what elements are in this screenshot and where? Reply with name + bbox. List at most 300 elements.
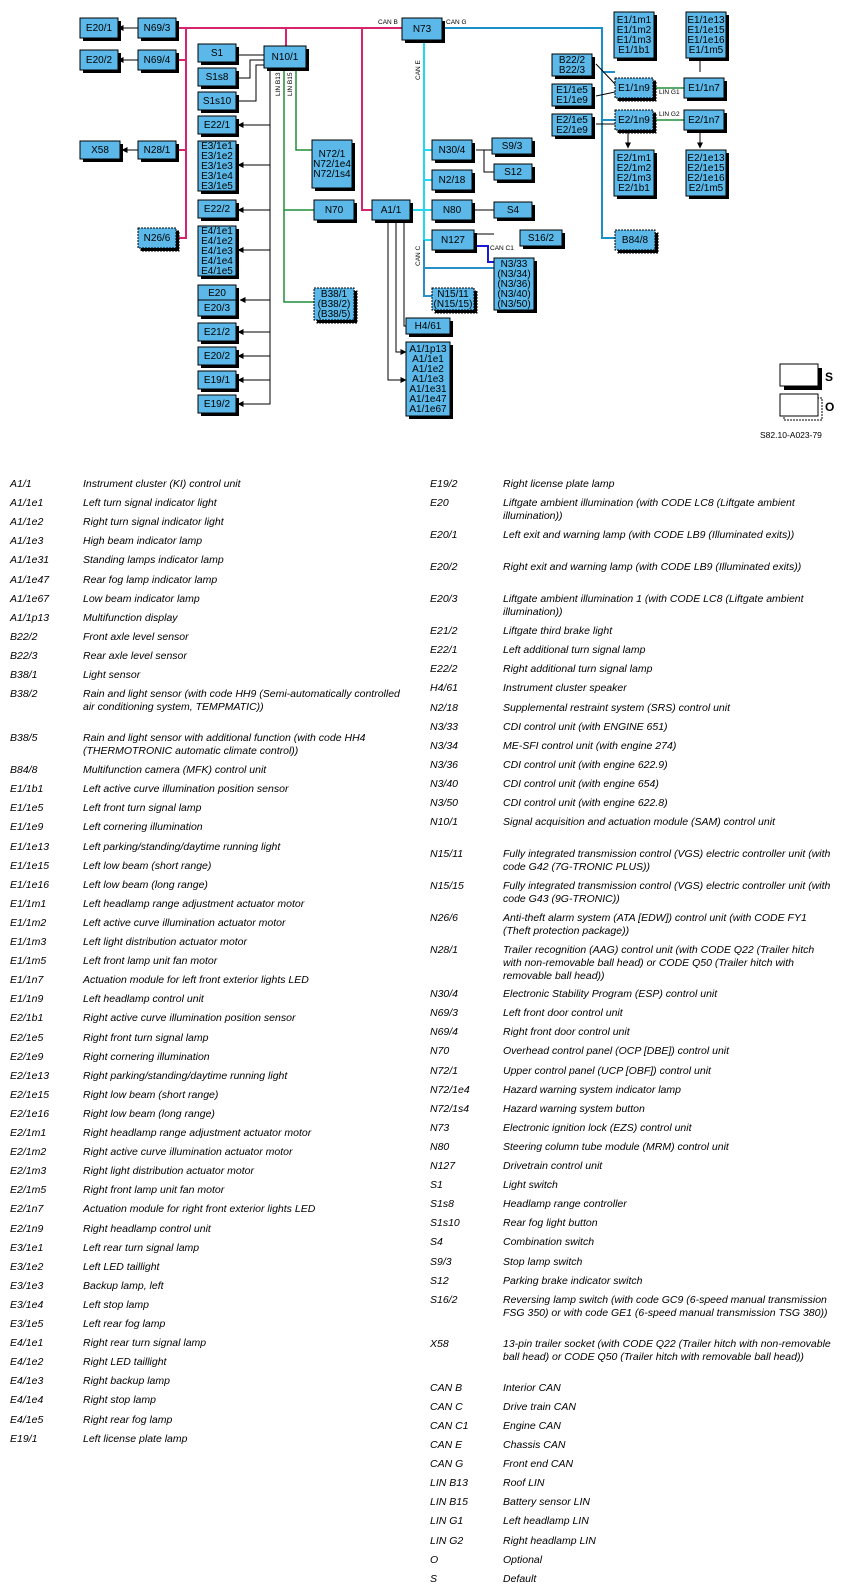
legend-code: S12 — [430, 1274, 449, 1287]
legend-code: N72/1e4 — [430, 1083, 470, 1096]
legend-description: Right rear fog lamp — [83, 1413, 173, 1426]
component-label: X58 — [91, 145, 109, 156]
legend-code: A1/1e47 — [10, 573, 50, 586]
legend-description: Right active curve illumination actuator motor — [83, 1146, 293, 1159]
legend-description: Right front turn signal lamp — [83, 1031, 209, 1044]
legend-description: Left rear fog lamp — [83, 1318, 166, 1330]
legend-code: E1/1e5 — [10, 802, 44, 815]
component-label: E22/2 — [203, 204, 231, 215]
legend-code: E22/1 — [430, 644, 458, 657]
legend-code: E3/1e1 — [10, 1241, 44, 1254]
legend-description: Right turn signal indicator light — [83, 516, 224, 529]
legend-description: Actuation module for left front exterior lights LED — [83, 974, 309, 987]
legend-description: High beam indicator lamp — [83, 535, 203, 548]
legend-description: Engine CAN — [503, 1419, 561, 1432]
component-label: E20 — [208, 288, 226, 299]
component-label: E1/1e16 — [687, 35, 725, 46]
component-b38 — [314, 288, 357, 323]
legend-code: S16/2 — [430, 1293, 458, 1306]
component-s9-3 — [492, 138, 535, 157]
legend-description: Rain and light sensor (with code HH9 (Semi-automatically controlled air conditioning system, TEMPMATIC)) — [83, 688, 400, 714]
legend-code: LIN B15 — [430, 1496, 468, 1509]
legend-code: N26/6 — [430, 912, 459, 925]
component-label: E20/1 — [85, 23, 113, 34]
legend-code: S1s8 — [430, 1198, 454, 1211]
component-label: A1/1e67 — [409, 404, 447, 415]
component-e1-1n7 — [684, 78, 727, 101]
legend-description: Drivetrain control unit — [503, 1160, 603, 1172]
legend-description: Hazard warning system indicator lamp — [503, 1083, 681, 1096]
legend-code: A1/1e2 — [10, 516, 44, 529]
legend-description: Rain and light sensor with additional function (with code HH4 (THERMOTRONIC automatic climate control)) — [83, 732, 366, 758]
component-label: N73 — [412, 24, 432, 35]
legend-description: Multifunction display — [83, 611, 178, 624]
legend-description: Right parking/standing/daytime running light — [83, 1069, 288, 1082]
component-n3 — [494, 258, 537, 313]
component-label: N2/18 — [438, 175, 466, 186]
component-label: (N15/15) — [433, 299, 473, 310]
legend-description: Anti-theft alarm system (ATA [EDW]) control unit (with CODE FY1 (Theft protection package)) — [503, 912, 807, 938]
legend-description: Front axle level sensor — [83, 630, 189, 643]
legend-code: LIN G2 — [430, 1534, 464, 1547]
component-label: E20/2 — [85, 55, 113, 66]
label-can-b: CAN B — [378, 19, 398, 26]
component-label: (N3/50) — [497, 299, 531, 310]
component-label: E4/1e4 — [201, 256, 233, 267]
legend-description: Rear fog lamp indicator lamp — [83, 573, 218, 586]
legend-code: N3/50 — [430, 797, 459, 809]
legend-code: CAN B — [430, 1381, 463, 1394]
legend-code: E3/1e4 — [10, 1298, 44, 1311]
component-n72 — [312, 140, 355, 191]
component-label: (N3/40) — [497, 289, 531, 300]
legend-code: E2/1e9 — [10, 1050, 44, 1063]
component-label: A1/1e2 — [412, 364, 444, 375]
legend-description: Light switch — [503, 1179, 558, 1192]
legend-description: Instrument cluster (KI) control unit — [83, 478, 241, 490]
legend-description: Right headlamp control unit — [83, 1222, 211, 1235]
legend-description: Left headlamp LIN — [503, 1515, 589, 1528]
component-label: B38/1 — [320, 289, 348, 300]
legend-description: Headlamp range controller — [503, 1198, 627, 1211]
legend-description: Roof LIN — [503, 1477, 545, 1490]
component-label: N3/33 — [500, 259, 528, 270]
legend-code: N10/1 — [430, 816, 459, 829]
component-e3 — [198, 141, 239, 194]
legend-description: Electronic Stability Program (ESP) control unit — [503, 988, 718, 1001]
component-b84-8 — [615, 230, 658, 253]
legend-code: E2/1e15 — [10, 1088, 50, 1101]
component-label: E3/1e2 — [201, 151, 233, 162]
legend-description: Left additional turn signal lamp — [503, 644, 646, 657]
component-e2-1n7 — [684, 110, 727, 133]
legend-code: S4 — [430, 1236, 443, 1249]
component-label: N72/1s4 — [313, 169, 351, 180]
legend-code: E4/1e5 — [10, 1413, 44, 1426]
legend-code: N73 — [430, 1121, 450, 1134]
legend-code: N69/3 — [430, 1007, 459, 1020]
component-n30-4 — [432, 140, 475, 163]
legend-description: Multifunction camera (MFK) control unit — [83, 764, 267, 777]
legend-description: Backup lamp, left — [83, 1279, 164, 1292]
component-s4 — [494, 202, 535, 221]
component-h4-61 — [406, 318, 453, 337]
legend-description: Light sensor — [83, 669, 141, 681]
component-label: E1/1b1 — [618, 45, 650, 56]
label-lin-g2: LIN G2 — [659, 111, 680, 118]
legend-code: A1/1e67 — [10, 592, 50, 605]
component-label: S9/3 — [501, 141, 523, 152]
svg-text:S: S — [825, 370, 834, 384]
legend-description: Steering column tube module (MRM) control unit — [503, 1140, 729, 1153]
legend-description: Right headlamp range adjustment actuator motor — [83, 1127, 312, 1139]
legend-description: Left active curve illumination position sensor — [83, 783, 289, 796]
legend-code: CAN C1 — [430, 1419, 469, 1432]
label-lin-b15: LIN B15 — [287, 72, 294, 96]
legend-description: Fully integrated transmission control (VGS) electric controller unit (with code G42 (7G-TRONIC PLUS)) — [503, 848, 831, 874]
legend-code: E2/1e16 — [10, 1107, 50, 1120]
component-n73 — [402, 18, 445, 43]
component-label: E1/1m5 — [688, 45, 724, 56]
component-label: A1/1e31 — [409, 384, 447, 395]
component-label: E20/3 — [203, 303, 231, 314]
legend-description: Instrument cluster speaker — [503, 682, 627, 695]
legend-description: Liftgate third brake light — [503, 625, 613, 638]
legend-code: A1/1e31 — [10, 554, 50, 567]
legend-description: Right front door control unit — [503, 1026, 630, 1039]
legend-description: Front end CAN — [503, 1458, 574, 1471]
component-label: S1 — [210, 48, 224, 59]
legend-code: N3/36 — [430, 758, 459, 771]
legend-code: A1/1p13 — [10, 611, 50, 624]
legend-code: N80 — [430, 1140, 450, 1153]
component-n80 — [432, 200, 475, 223]
component-label: S1s8 — [205, 72, 229, 83]
component-label: H4/61 — [414, 321, 442, 332]
legend-description: Left rear turn signal lamp — [83, 1241, 200, 1254]
legend-code: E2/1m5 — [10, 1184, 47, 1197]
legend-description: Right active curve illumination position sensor — [83, 1012, 296, 1025]
legend-optional — [780, 394, 834, 420]
legend-description: Signal acquisition and actuation module (SAM) control unit — [503, 816, 775, 829]
component-n2-18 — [432, 170, 475, 193]
legend-code: N30/4 — [430, 988, 459, 1001]
legend-description: Overhead control panel (OCP [DBE]) control unit — [503, 1045, 730, 1058]
legend-description: Left headlamp control unit — [83, 993, 204, 1006]
legend-code: B38/5 — [10, 732, 38, 745]
legend-description: Left low beam (short range) — [83, 859, 212, 872]
legend-code: B38/1 — [10, 669, 38, 681]
legend-description: Left parking/standing/daytime running light — [83, 840, 281, 853]
component-label: N69/4 — [143, 55, 171, 66]
legend-description: Combination switch — [503, 1236, 595, 1249]
legend-code: E1/1m1 — [10, 897, 47, 910]
component-label: N69/3 — [143, 23, 171, 34]
component-n69-3 — [138, 18, 179, 41]
component-e19-1 — [198, 371, 239, 392]
legend-description: Right stop lamp — [83, 1394, 156, 1407]
legend-code: N72/1 — [430, 1064, 459, 1077]
diagram-reference: S82.10-A023-79 — [760, 430, 822, 440]
legend-code: A1/1 — [10, 478, 32, 490]
component-label: E1/1e15 — [687, 25, 725, 36]
component-label: E1/1n9 — [618, 83, 650, 94]
component-n15 — [432, 288, 477, 313]
legend-code: N70 — [430, 1045, 450, 1058]
legend-description: Battery sensor LIN — [503, 1496, 590, 1509]
label-can-e: CAN E — [415, 60, 422, 80]
legend-code: E3/1e5 — [10, 1318, 44, 1330]
legend-code: N15/11 — [430, 848, 464, 861]
component-n10-1 — [264, 46, 309, 71]
label-can-c1: CAN C1 — [490, 245, 514, 252]
component-label: E2/1m1 — [616, 153, 652, 164]
legend-description: Interior CAN — [503, 1381, 561, 1394]
legend-description: Hazard warning system button — [503, 1102, 645, 1115]
component-label: E22/1 — [203, 120, 231, 131]
legend-description: Liftgate ambient illumination (with CODE LC8 (Liftgate ambient illumination)) — [503, 497, 795, 523]
legend-code: E1/1e9 — [10, 821, 44, 834]
legend-code: N69/4 — [430, 1026, 459, 1039]
legend-description: Optional — [503, 1553, 543, 1566]
component-label: A1/1e3 — [412, 374, 444, 385]
legend-description: Left low beam (long range) — [83, 878, 208, 891]
component-label: E1/1n7 — [688, 83, 720, 94]
component-label: (B38/2) — [317, 299, 351, 310]
legend-description: Right license plate lamp — [503, 478, 615, 490]
legend-code: S1s10 — [430, 1217, 460, 1230]
legend-code: CAN C — [430, 1400, 463, 1413]
legend-code: E1/1m2 — [10, 916, 47, 929]
component-label: N28/1 — [143, 145, 171, 156]
legend-code: E20/2 — [430, 561, 458, 574]
component-e1-1e5 — [552, 84, 595, 109]
legend-description: Electronic ignition lock (EZS) control unit — [503, 1121, 692, 1134]
component-e2-1m — [614, 150, 657, 199]
component-n28-1 — [138, 141, 179, 162]
component-e21-2 — [198, 323, 239, 344]
legend-code: E1/1e15 — [10, 859, 50, 872]
legend-code: E2/1e13 — [10, 1069, 50, 1082]
component-label: E2/1e9 — [556, 125, 588, 136]
legend-description: Right LED taillight — [83, 1356, 167, 1369]
legend-code: X58 — [430, 1337, 449, 1350]
legend-code: E2/1e5 — [10, 1031, 44, 1044]
component-label: E2/1e16 — [687, 173, 725, 184]
legend-code: S — [430, 1572, 438, 1585]
legend-code: B84/8 — [10, 764, 38, 777]
legend-description: Left front door control unit — [503, 1007, 623, 1020]
component-label: E3/1e3 — [201, 161, 233, 172]
component-s12 — [494, 164, 535, 183]
legend-description: Stop lamp switch — [503, 1255, 583, 1268]
legend-description: Rear fog light button — [503, 1217, 598, 1230]
component-label: E2/1m5 — [688, 183, 724, 194]
legend-code: LIN G1 — [430, 1515, 464, 1528]
component-e1-1n9 — [615, 78, 656, 101]
legend-code: E2/1m2 — [10, 1146, 47, 1159]
legend-description: Parking brake indicator switch — [503, 1274, 643, 1287]
legend-code: O — [430, 1553, 439, 1566]
component-label: E1/1m2 — [616, 25, 652, 36]
legend-description: Right low beam (short range) — [83, 1088, 219, 1101]
legend-code: E19/2 — [430, 478, 458, 490]
component-label: N10/1 — [271, 52, 299, 63]
legend-code: N72/1s4 — [430, 1102, 470, 1115]
legend-description: 13-pin trailer socket (with CODE Q22 (Trailer hitch with non-removable ball head) or CODE Q50 (Trailer hitch with removable ball head)) — [503, 1337, 831, 1363]
component-label: B22/2 — [558, 55, 586, 66]
legend-description: Left front turn signal lamp — [83, 802, 202, 815]
legend-code: E2/1b1 — [10, 1012, 44, 1025]
legend-description: Right exit and warning lamp (with CODE LB9 (Illuminated exits)) — [503, 561, 802, 574]
component-label: E3/1e4 — [201, 171, 233, 182]
legend-description: Left exit and warning lamp (with CODE LB9 (Illuminated exits)) — [503, 529, 795, 542]
component-s1s8 — [198, 68, 239, 89]
legend-description: Liftgate ambient illumination 1 (with CODE LC8 (Liftgate ambient illumination)) — [503, 593, 804, 619]
legend-code: N2/18 — [430, 701, 459, 714]
component-label: E3/1e5 — [201, 181, 233, 192]
legend-code: E1/1n9 — [10, 993, 44, 1006]
legend-description: Left light distribution actuator motor — [83, 936, 248, 948]
component-label: E19/2 — [203, 399, 231, 410]
component-label: E1/1e13 — [687, 15, 725, 26]
legend-description: Trailer recognition (AAG) control unit (with CODE Q22 (Trailer hitch with non-removable ball head) or CODE Q50 (Trailer hitch with removable ball head)) — [503, 944, 815, 983]
component-label: S16/2 — [527, 233, 555, 244]
component-label: A1/1e1 — [412, 354, 444, 365]
legend-code: E4/1e3 — [10, 1375, 44, 1388]
legend-description: Left front lamp unit fan motor — [83, 955, 218, 968]
label-can-c: CAN C — [415, 245, 422, 266]
component-label: E2/1b1 — [618, 183, 650, 194]
component-label: B22/3 — [558, 65, 586, 76]
legend-code: E1/1e16 — [10, 878, 50, 891]
component-e1-1e — [686, 12, 729, 61]
legend-code: E3/1e2 — [10, 1260, 44, 1273]
legend-description: Left active curve illumination actuator motor — [83, 916, 286, 929]
legend-description: Standing lamps indicator lamp — [83, 554, 224, 567]
component-e20-2 — [80, 50, 121, 73]
component-label: E1/1e5 — [556, 85, 588, 96]
component-label: N72/1e4 — [313, 159, 351, 170]
component-n70 — [314, 200, 357, 223]
legend-code: E3/1e3 — [10, 1279, 44, 1292]
component-e20-2b — [198, 347, 239, 368]
component-e19-2 — [198, 395, 239, 416]
legend-default — [780, 364, 833, 390]
legend-description: Right cornering illumination — [83, 1050, 210, 1063]
legend-code: N15/15 — [430, 880, 464, 893]
component-label: E1/1m1 — [616, 15, 652, 26]
legend-description: Fully integrated transmission control (VGS) electric controller unit (with code G43 (9G-TRONIC)) — [503, 880, 831, 906]
legend-code: A1/1e1 — [10, 497, 44, 510]
label-lin-b13: LIN B13 — [275, 72, 282, 96]
component-e2-1e5 — [552, 114, 595, 139]
component-label: N70 — [324, 205, 344, 216]
component-e2-1n9 — [615, 110, 656, 133]
component-label: E2/1m2 — [616, 163, 652, 174]
legend-code: E21/2 — [430, 625, 458, 638]
svg-text:O: O — [825, 400, 835, 414]
component-label: E2/1e5 — [556, 115, 588, 126]
component-label: S4 — [506, 205, 520, 216]
component-e20-3 — [198, 300, 239, 319]
legend-description: Left license plate lamp — [83, 1432, 188, 1445]
component-label: A1/1e47 — [409, 394, 447, 405]
legend-code: CAN G — [430, 1458, 464, 1471]
component-s1s10 — [198, 92, 239, 113]
legend-description: Right low beam (long range) — [83, 1107, 215, 1120]
component-e2-1e — [686, 150, 729, 199]
component-label: E2/1n9 — [618, 115, 650, 126]
legend-code: N3/33 — [430, 720, 459, 733]
legend-code: E4/1e4 — [10, 1394, 44, 1407]
label-can-g: CAN G — [446, 19, 467, 26]
component-b22 — [552, 54, 595, 79]
component-e20-1 — [80, 18, 121, 41]
component-n127 — [432, 230, 477, 253]
legend-description: Default — [503, 1572, 537, 1585]
legend-description: CDI control unit (with engine 654) — [503, 777, 659, 790]
legend-code: E2/1n7 — [10, 1203, 44, 1216]
component-label: A1/1p13 — [409, 344, 447, 355]
component-label: E2/1e13 — [687, 153, 725, 164]
legend-code: E20/3 — [430, 593, 458, 606]
legend-code: E1/1b1 — [10, 783, 44, 796]
component-label: E21/2 — [203, 327, 231, 338]
component-label: N80 — [442, 205, 462, 216]
legend-code: N127 — [430, 1160, 456, 1172]
component-label: B84/8 — [621, 235, 649, 246]
legend-description: Right additional turn signal lamp — [503, 663, 653, 676]
legend-description: Actuation module for right front exterior lights LED — [83, 1203, 316, 1216]
legend-code: A1/1e3 — [10, 535, 44, 548]
component-a1-group — [406, 342, 453, 419]
component-a1-1 — [372, 200, 413, 223]
legend-description: Right front lamp unit fan motor — [83, 1184, 225, 1197]
legend-code: E2/1n9 — [10, 1222, 44, 1235]
legend-description: Left headlamp range adjustment actuator motor — [83, 897, 305, 910]
component-e22-2 — [198, 200, 239, 221]
legend-code: E1/1m3 — [10, 936, 47, 948]
component-n26-6 — [138, 228, 179, 251]
component-label: A1/1 — [380, 205, 402, 216]
legend-description: ME-SFI control unit (with engine 274) — [503, 739, 677, 752]
legend-code: E20/1 — [430, 529, 458, 542]
component-label: E2/1n7 — [688, 115, 720, 126]
component-label: E20/2 — [203, 351, 231, 362]
legend-code: S9/3 — [430, 1255, 452, 1268]
legend-code: N3/40 — [430, 777, 459, 790]
legend-code: E1/1n7 — [10, 974, 44, 987]
component-n69-4 — [138, 50, 179, 73]
legend-description: CDI control unit (with engine 622.9) — [503, 758, 668, 771]
legend-code: E1/1m5 — [10, 955, 47, 968]
legend-code: B38/2 — [10, 688, 38, 701]
wiring-diagram — [0, 0, 849, 450]
legend-description: Left LED taillight — [83, 1260, 160, 1273]
legend-code: CAN E — [430, 1439, 463, 1451]
legend-description: Chassis CAN — [503, 1439, 566, 1451]
component-label: N72/1 — [318, 149, 346, 160]
legend-code: E20 — [430, 497, 449, 510]
legend-code: B22/2 — [10, 630, 38, 643]
legend-code: E2/1m1 — [10, 1127, 47, 1139]
component-label: S1s10 — [202, 96, 232, 107]
legend-description: Supplemental restraint system (SRS) control unit — [503, 701, 731, 714]
legend-description: Left cornering illumination — [83, 821, 203, 834]
legend-code: E4/1e1 — [10, 1337, 44, 1350]
legend-description: Low beam indicator lamp — [83, 592, 200, 605]
